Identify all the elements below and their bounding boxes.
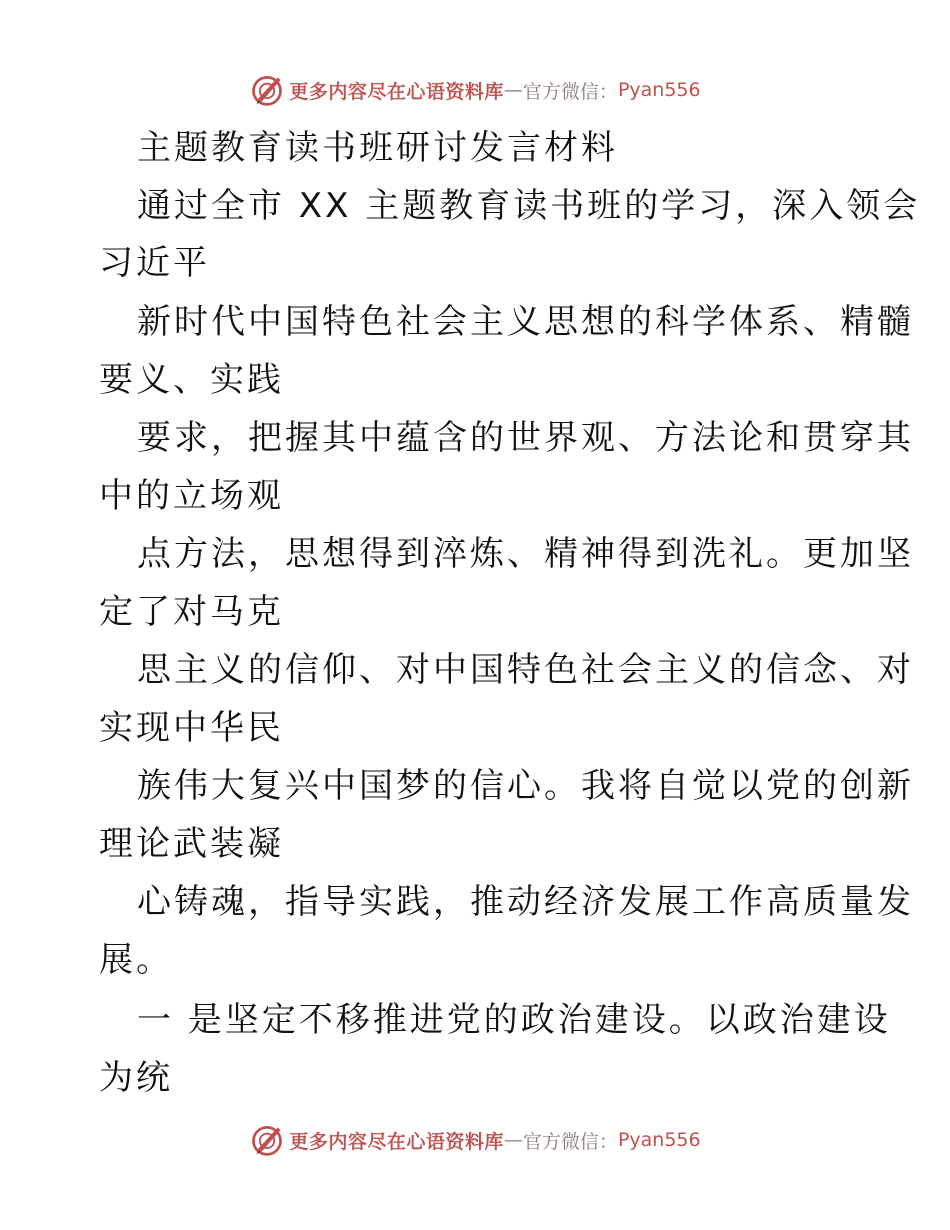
banner-wechat-id: Pyan556: [617, 1129, 701, 1151]
banner-main-text: 更多内容尽在心语资料库: [289, 1130, 504, 1153]
body-line: 通过全市 XX 主题教育读书班的学习，深入领会: [137, 186, 921, 226]
body-line: 点方法，思想得到淬炼、精神得到洗礼。更加坚: [137, 534, 914, 574]
header-banner: [0, 70, 950, 110]
body-line: 展。: [99, 940, 173, 980]
body-line: 一 是坚定不移推进党的政治建设。以政治建设: [137, 1000, 891, 1040]
body-line: 心铸魂，指导实践，推动经济发展工作高质量发: [137, 882, 914, 922]
banner-main-text: 更多内容尽在心语资料库: [289, 80, 504, 103]
quill-pen-logo-icon: [249, 72, 285, 108]
banner-separator: —: [503, 1129, 523, 1151]
body-line: 为统: [99, 1058, 173, 1098]
quill-pen-logo-icon: [249, 1122, 285, 1158]
body-line: 要求，把握其中蕴含的世界观、方法论和贯穿其: [137, 418, 914, 458]
body-line: 定了对马克: [99, 592, 284, 632]
banner-wechat-id: Pyan556: [617, 79, 701, 101]
document-title: 主题教育读书班研讨发言材料: [137, 128, 618, 168]
footer-banner: [0, 1120, 950, 1160]
body-line: 习近平: [99, 243, 210, 283]
banner-wechat-label: 官方微信：: [522, 80, 618, 103]
body-line: 中的立场观: [99, 476, 284, 516]
banner-separator: —: [503, 79, 523, 101]
body-line: 要义、实践: [99, 360, 284, 400]
body-line: 族伟大复兴中国梦的信心。我将自觉以党的创新: [137, 766, 914, 806]
body-line: 理论武装凝: [99, 824, 284, 864]
body-line: 新时代中国特色社会主义思想的科学体系、精髓: [137, 302, 914, 342]
body-line: 实现中华民: [99, 708, 284, 748]
body-line: 思主义的信仰、对中国特色社会主义的信念、对: [137, 650, 914, 690]
banner-wechat-label: 官方微信：: [522, 1130, 618, 1153]
